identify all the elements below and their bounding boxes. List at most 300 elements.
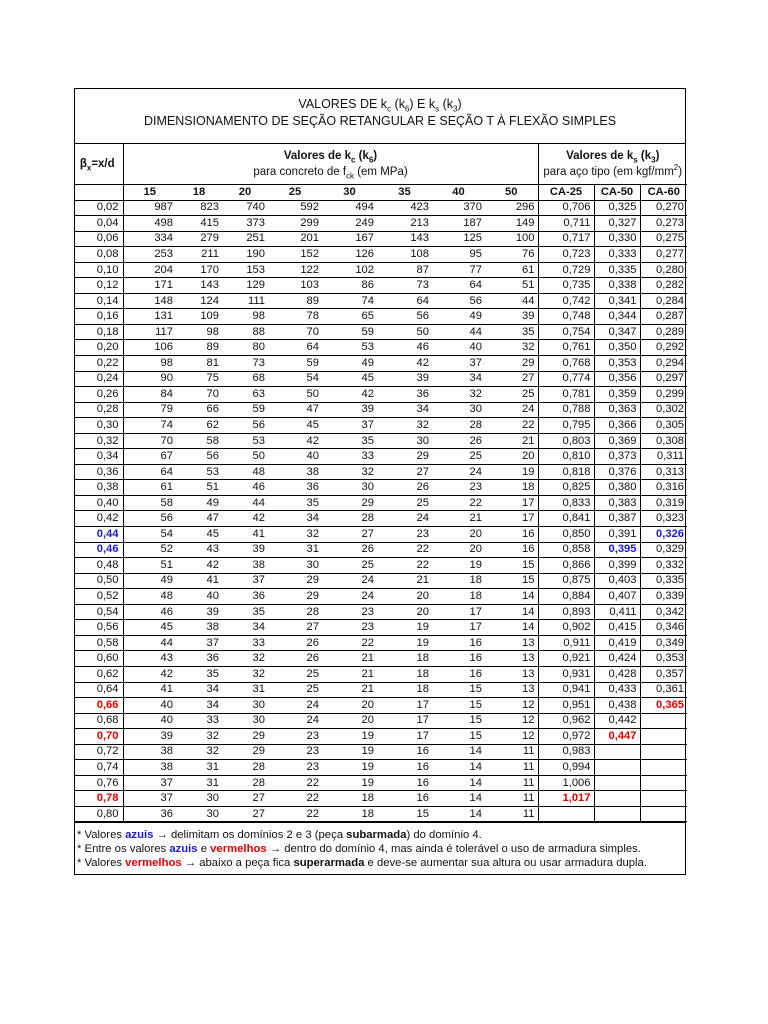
kc-cell: 74 [123,418,176,434]
kc-cell: 42 [322,387,377,403]
kc-cell: 95 [432,247,485,263]
table-row [75,635,687,651]
table-row [75,293,687,309]
kc-cell: 19 [322,760,377,776]
ks-cell: 0,333 [594,247,640,263]
kc-cell: 211 [176,247,222,263]
beta-cell: 0,04 [75,216,123,232]
kc-cell: 22 [268,775,322,791]
kc-cell: 22 [268,806,322,822]
ks-cell: 0,447 [594,729,640,745]
ks-cell: 0,399 [594,558,640,574]
kc-cell: 19 [485,464,538,480]
note-3: * Valores vermelhos → abaixo a peça fica superarmada e deve-se aumentar sua altura ou usar armadura dupla. [77,856,647,869]
table-row [75,698,687,714]
ks-cell [594,744,640,760]
kc-cell: 16 [377,760,432,776]
kc-cell: 32 [268,527,322,543]
kc-cell: 20 [432,542,485,558]
kc-cell: 28 [268,604,322,620]
beta-cell: 0,32 [75,433,123,449]
kc-cell: 36 [268,480,322,496]
kc-cell: 49 [176,495,222,511]
kc-cell: 50 [222,449,268,465]
kc-cell: 46 [123,604,176,620]
ks-cell: 0,415 [594,620,640,636]
beta-cell: 0,70 [75,729,123,745]
beta-cell: 0,66 [75,698,123,714]
kc-cell: 58 [123,495,176,511]
kc-cell: 334 [123,231,176,247]
kc-cell: 27 [377,464,432,480]
kc-cell: 70 [268,324,322,340]
beta-cell: 0,26 [75,387,123,403]
kc-cell: 34 [176,682,222,698]
kc-cell: 18 [322,791,377,807]
kc-cell: 19 [377,620,432,636]
table-row [75,791,687,807]
kc-cell: 18 [377,682,432,698]
table-row [75,651,687,667]
kc-cell: 28 [222,775,268,791]
kc-cell: 75 [176,371,222,387]
table-body [75,200,687,822]
beta-header: $\beta_x=x/d$ [75,144,123,185]
kc-cell: 14 [485,589,538,605]
kc-cell: 50 [377,324,432,340]
kc-cell: 36 [222,589,268,605]
kc-cell: 46 [222,480,268,496]
kc-cell: 28 [322,511,377,527]
steel-col-header: CA-25 [538,185,594,201]
kc-cell: 12 [485,713,538,729]
kc-cell: 24 [377,511,432,527]
kc-cell: 70 [123,433,176,449]
kc-cell: 56 [123,511,176,527]
kc-cell: 66 [176,402,222,418]
kc-cell: 51 [123,558,176,574]
kc-cell: 21 [322,651,377,667]
kc-cell: 40 [432,340,485,356]
ks-cell: 0,803 [538,433,594,449]
kc-cell: 32 [432,387,485,403]
kc-cell: 23 [377,527,432,543]
kc-cell: 987 [123,200,176,216]
ks-cell: 0,332 [640,558,687,574]
table-row [75,480,687,496]
table-title [75,89,685,144]
kc-cell: 17 [485,511,538,527]
kc-cell: 370 [432,200,485,216]
kc-cell: 32 [176,729,222,745]
kc-cell: 249 [322,216,377,232]
beta-cell: 0,60 [75,651,123,667]
kc-cell: 87 [377,262,432,278]
kc-cell: 27 [222,791,268,807]
ks-cell [640,806,687,822]
kc-cell: 18 [322,806,377,822]
kc-cell: 24 [268,713,322,729]
kc-cell: 204 [123,262,176,278]
kc-cell: 21 [485,433,538,449]
kc-cell: 53 [322,340,377,356]
note-1: * Valores azuis → delimitam os domínios 2 e 3 (peça subarmada) do domínio 4. [77,829,482,842]
kc-cell: 33 [222,635,268,651]
ks-cell: 0,361 [640,682,687,698]
kc-cell: 11 [485,744,538,760]
ks-cell: 0,325 [594,200,640,216]
ks-cell [594,791,640,807]
steel-col-header: CA-60 [640,185,687,201]
kc-cell: 18 [377,651,432,667]
kc-cell: 423 [377,200,432,216]
ks-cell [594,760,640,776]
kc-cell: 117 [123,324,176,340]
kc-cell: 108 [377,247,432,263]
kc-cell: 16 [432,651,485,667]
ks-cell: 0,297 [640,371,687,387]
kc-cell: 37 [176,635,222,651]
kc-cell: 19 [322,744,377,760]
ks-cell: 0,292 [640,340,687,356]
beta-cell: 0,42 [75,511,123,527]
kc-cell: 24 [322,589,377,605]
ks-cell: 0,911 [538,635,594,651]
beta-cell: 0,72 [75,744,123,760]
kc-cell: 43 [176,542,222,558]
ks-cell: 0,735 [538,278,594,294]
ks-cell [640,760,687,776]
ks-cell: 1,006 [538,775,594,791]
kc-cell: 15 [432,713,485,729]
steel-col-header: CA-50 [594,185,640,201]
beta-cell: 0,12 [75,278,123,294]
kc-cell: 56 [377,309,432,325]
kc-cell: 42 [123,666,176,682]
beta-cell: 0,68 [75,713,123,729]
table-row [75,744,687,760]
kc-cell: 32 [176,744,222,760]
kc-cell: 111 [222,293,268,309]
table-row [75,713,687,729]
kc-cell: 187 [432,216,485,232]
kc-cell: 47 [176,511,222,527]
beta-cell: 0,38 [75,480,123,496]
ks-cell: 0,326 [640,527,687,543]
fck-col-header: 18 [176,185,222,201]
kc-cell: 59 [222,402,268,418]
kc-cell: 12 [485,729,538,745]
kc-cell: 26 [268,635,322,651]
beta-cell: 0,14 [75,293,123,309]
kc-cell: 16 [377,775,432,791]
beta-cell: 0,46 [75,542,123,558]
kc-cell: 88 [222,324,268,340]
kc-cell: 13 [485,651,538,667]
kc-cell: 25 [432,449,485,465]
kc-cell: 373 [222,216,268,232]
kc-cell: 44 [222,495,268,511]
kc-cell: 18 [432,589,485,605]
kc-cell: 53 [176,464,222,480]
kc-cell: 51 [176,480,222,496]
beta-cell: 0,48 [75,558,123,574]
kc-cell: 34 [222,620,268,636]
fck-col-header: 40 [432,185,485,201]
kc-cell: 30 [222,713,268,729]
kc-cell: 38 [176,620,222,636]
table-row [75,231,687,247]
ks-cell: 0,723 [538,247,594,263]
table-row [75,371,687,387]
kc-cell: 19 [377,635,432,651]
kc-cell: 13 [485,635,538,651]
kc-cell: 32 [485,340,538,356]
kc-cell: 54 [123,527,176,543]
ks-cell: 0,349 [640,635,687,651]
kc-cell: 33 [322,449,377,465]
kc-cell: 81 [176,356,222,372]
kc-cell: 37 [222,573,268,589]
kc-cell: 20 [377,604,432,620]
kc-cell: 23 [268,760,322,776]
kc-cell: 45 [322,371,377,387]
kc-cell: 47 [268,402,322,418]
kc-cell: 103 [268,278,322,294]
beta-cell: 0,80 [75,806,123,822]
kc-cell: 34 [377,402,432,418]
kc-cell: 48 [222,464,268,480]
kc-cell: 48 [123,589,176,605]
ks-cell: 0,359 [594,387,640,403]
column-header-row [75,185,687,201]
ks-cell: 0,383 [594,495,640,511]
ks-cell: 0,711 [538,216,594,232]
ks-cell: 0,841 [538,511,594,527]
ks-cell: 0,335 [594,262,640,278]
kc-cell: 24 [322,573,377,589]
kc-cell: 98 [222,309,268,325]
ks-cell: 0,781 [538,387,594,403]
kc-cell: 41 [123,682,176,698]
kc-cell: 58 [176,433,222,449]
fck-col-header: 25 [268,185,322,201]
kc-cell: 27 [485,371,538,387]
kc-cell: 53 [222,433,268,449]
ks-cell [538,806,594,822]
ks-cell: 0,284 [640,293,687,309]
kc-cell: 20 [322,713,377,729]
ks-cell [594,775,640,791]
kc-cell: 26 [377,480,432,496]
kc-cell: 201 [268,231,322,247]
kc-cell: 54 [268,371,322,387]
ks-cell [594,806,640,822]
kc-cell: 39 [322,402,377,418]
kc-cell: 56 [432,293,485,309]
ks-cell: 0,438 [594,698,640,714]
kc-cell: 21 [377,573,432,589]
kc-cell: 30 [222,698,268,714]
kc-cell: 143 [377,231,432,247]
kc-cell: 39 [222,542,268,558]
kc-cell: 65 [322,309,377,325]
beta-cell: 0,16 [75,309,123,325]
beta-cell: 0,08 [75,247,123,263]
coefficient-table [75,144,687,822]
ks-cell: 0,931 [538,666,594,682]
ks-group-header: Valores de $k_s$ $(k_3)$ para aço tipo (em kgf/$mm^2$) [543,149,683,178]
kc-cell: 37 [432,356,485,372]
kc-cell: 17 [377,713,432,729]
ks-cell: 0,342 [640,604,687,620]
ks-cell: 0,902 [538,620,594,636]
beta-cell: 0,18 [75,324,123,340]
table-row [75,760,687,776]
ks-cell: 0,327 [594,216,640,232]
table-row [75,620,687,636]
legend-notes [75,822,685,874]
ks-cell: 0,858 [538,542,594,558]
ks-cell: 0,866 [538,558,594,574]
kc-cell: 23 [322,620,377,636]
kc-cell: 61 [123,480,176,496]
kc-cell: 29 [268,573,322,589]
kc-cell: 35 [176,666,222,682]
kc-cell: 15 [432,729,485,745]
kc-cell: 11 [485,806,538,822]
kc-cell: 21 [322,666,377,682]
kc-cell: 26 [322,542,377,558]
kc-cell: 14 [432,744,485,760]
table-row [75,200,687,216]
kc-cell: 102 [322,262,377,278]
beta-cell: 0,78 [75,791,123,807]
table-row [75,449,687,465]
ks-cell: 0,366 [594,418,640,434]
kc-cell: 32 [222,666,268,682]
ks-cell: 0,329 [640,542,687,558]
kc-cell: 30 [176,791,222,807]
kc-cell: 279 [176,231,222,247]
kc-cell: 34 [432,371,485,387]
ks-cell: 0,294 [640,356,687,372]
kc-cell: 36 [123,806,176,822]
ks-cell: 0,273 [640,216,687,232]
kc-cell: 89 [268,293,322,309]
kc-cell: 253 [123,247,176,263]
kc-cell: 15 [485,558,538,574]
beta-cell: 0,56 [75,620,123,636]
kc-cell: 23 [268,744,322,760]
kc-cell: 143 [176,278,222,294]
kc-cell: 37 [322,418,377,434]
kc-cell: 30 [377,433,432,449]
beta-cell: 0,64 [75,682,123,698]
table-row [75,433,687,449]
kc-cell: 35 [322,433,377,449]
kc-cell: 49 [123,573,176,589]
ks-cell: 0,346 [640,620,687,636]
kc-cell: 50 [268,387,322,403]
kc-cell: 27 [322,527,377,543]
ks-cell [640,791,687,807]
kc-cell: 86 [322,278,377,294]
ks-cell: 0,818 [538,464,594,480]
kc-cell: 740 [222,200,268,216]
kc-cell: 153 [222,262,268,278]
beta-cell: 0,44 [75,527,123,543]
beta-cell: 0,50 [75,573,123,589]
kc-cell: 15 [485,573,538,589]
ks-cell: 0,810 [538,449,594,465]
ks-cell: 0,344 [594,309,640,325]
kc-cell: 190 [222,247,268,263]
kc-cell: 51 [485,278,538,294]
ks-cell: 0,282 [640,278,687,294]
title-line-1: VALORES DE $k_c$ $(k_6)$ E $k_s$ $(k_3)$ [298,97,462,114]
kc-cell: 34 [176,698,222,714]
kc-cell: 20 [377,589,432,605]
ks-cell: 0,341 [594,293,640,309]
ks-cell: 0,373 [594,449,640,465]
table-row [75,604,687,620]
kc-cell: 23 [322,604,377,620]
ks-cell: 0,387 [594,511,640,527]
ks-cell: 0,299 [640,387,687,403]
beta-cell: 0,24 [75,371,123,387]
kc-cell: 49 [432,309,485,325]
kc-cell: 23 [268,729,322,745]
kc-cell: 124 [176,293,222,309]
beta-cell: 0,76 [75,775,123,791]
kc-cell: 76 [485,247,538,263]
kc-cell: 64 [432,278,485,294]
table-row [75,309,687,325]
ks-cell: 0,994 [538,760,594,776]
ks-cell: 0,717 [538,231,594,247]
table-row [75,324,687,340]
fck-col-header: 20 [222,185,268,201]
table-row [75,247,687,263]
kc-cell: 14 [432,775,485,791]
kc-cell: 15 [377,806,432,822]
ks-cell: 0,411 [594,604,640,620]
kc-cell: 16 [377,791,432,807]
kc-cell: 38 [268,464,322,480]
beta-cell: 0,02 [75,200,123,216]
kc-cell: 56 [176,449,222,465]
kc-cell: 45 [176,527,222,543]
ks-cell: 0,833 [538,495,594,511]
kc-cell: 73 [377,278,432,294]
kc-cell: 251 [222,231,268,247]
kc-cell: 29 [322,495,377,511]
kc-cell: 106 [123,340,176,356]
kc-cell: 19 [322,729,377,745]
kc-cell: 40 [123,698,176,714]
kc-cell: 22 [377,542,432,558]
kc-cell: 18 [432,573,485,589]
kc-cell: 17 [485,495,538,511]
ks-cell: 0,363 [594,402,640,418]
ks-cell: 0,788 [538,402,594,418]
beta-cell: 0,20 [75,340,123,356]
kc-cell: 30 [322,480,377,496]
kc-cell: 19 [322,775,377,791]
kc-cell: 32 [222,651,268,667]
fck-col-header: 50 [485,185,538,201]
